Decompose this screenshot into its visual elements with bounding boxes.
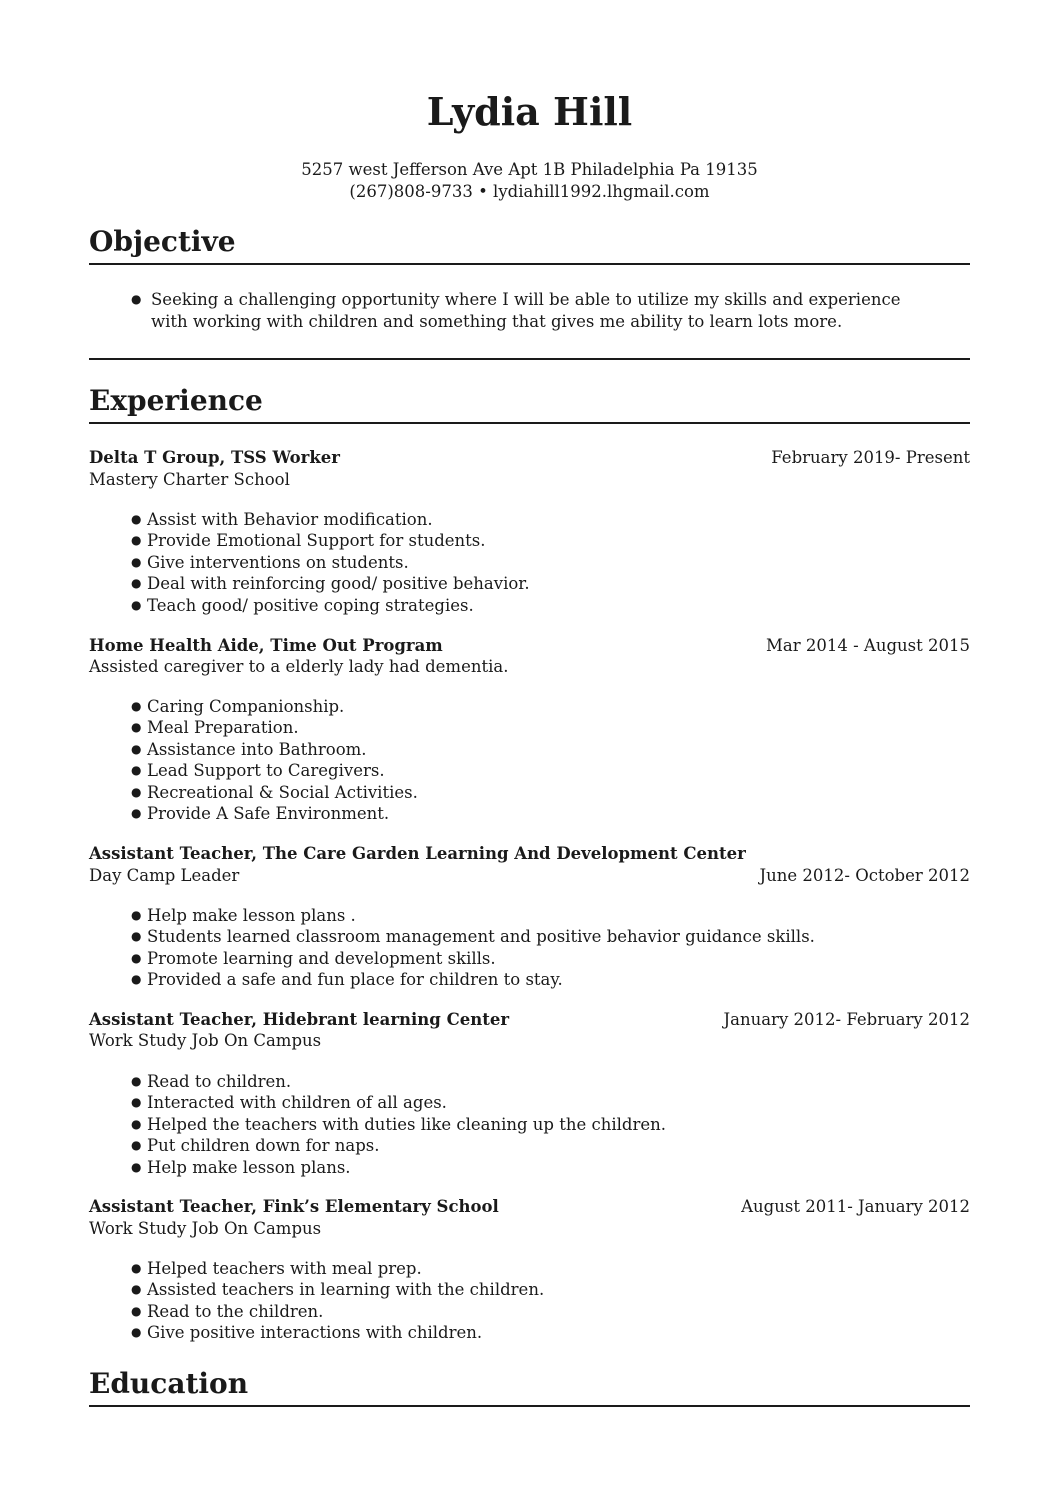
job-title: Assistant Teacher, The Care Garden Learning And Development Center: [89, 844, 746, 863]
job-title: Assistant Teacher, Hidebrant learning Center: [89, 1010, 510, 1029]
list-item: ● Interacted with children of all ages.: [131, 1092, 666, 1113]
job-date: February 2019- Present: [771, 448, 970, 467]
address-line: 5257 west Jefferson Ave Apt 1B Philadelphia Pa 19135: [301, 160, 758, 179]
list-item: ● Recreational & Social Activities.: [131, 782, 418, 803]
job-duties-list: [131, 1258, 544, 1344]
job-date: August 2011- January 2012: [741, 1197, 970, 1216]
job-title: Assistant Teacher, Fink’s Elementary School: [89, 1197, 499, 1216]
list-item: ● Help make lesson plans.: [131, 1157, 666, 1178]
list-item: ● Helped the teachers with duties like cleaning up the children.: [131, 1114, 666, 1135]
contact-block: [89, 159, 970, 203]
job-duties-list: [131, 905, 815, 991]
job-date: Mar 2014 - August 2015: [766, 636, 970, 655]
job-duties-list: [131, 696, 418, 824]
experience-divider: [89, 422, 970, 424]
list-item: ● Caring Companionship.: [131, 696, 418, 717]
list-item: ● Provide A Safe Environment.: [131, 803, 418, 824]
list-item: ● Deal with reinforcing good/ positive behavior.: [131, 573, 530, 594]
list-item: ● Help make lesson plans .: [131, 905, 815, 926]
phone-email-line: (267)808-9733 • lydiahill1992.lhgmail.com: [349, 182, 710, 201]
list-item: ● Read to children.: [131, 1071, 666, 1092]
objective-end-divider: [89, 358, 970, 360]
list-item: ● Read to the children.: [131, 1301, 544, 1322]
job-title: Home Health Aide, Time Out Program: [89, 636, 443, 655]
job-date: June 2012- October 2012: [759, 866, 970, 885]
job-subtitle: Day Camp Leader: [89, 866, 240, 885]
list-item: ● Give interventions on students.: [131, 552, 530, 573]
job-subtitle: Assisted caregiver to a elderly lady had dementia.: [89, 657, 509, 676]
experience-heading: Experience: [89, 384, 263, 417]
job-subtitle: Work Study Job On Campus: [89, 1219, 322, 1238]
list-item: ● Provide Emotional Support for students.: [131, 530, 530, 551]
list-item: ● Students learned classroom management and positive behavior guidance skills.: [131, 926, 815, 947]
education-heading: Education: [89, 1367, 249, 1400]
list-item: ● Meal Preparation.: [131, 717, 418, 738]
job-duties-list: [131, 1071, 666, 1178]
objective-list: [131, 289, 921, 333]
job-date: January 2012- February 2012: [723, 1010, 970, 1029]
list-item: ● Lead Support to Caregivers.: [131, 760, 418, 781]
education-divider: [89, 1405, 970, 1407]
list-item: ● Put children down for naps.: [131, 1135, 666, 1156]
objective-item: ● Seeking a challenging opportunity where I will be able to utilize my skills and experience with working with children and something that gives me ability to learn lots more.: [131, 289, 921, 333]
objective-divider: [89, 263, 970, 265]
candidate-name: Lydia Hill: [426, 89, 633, 134]
list-item: ● Assist with Behavior modification.: [131, 509, 530, 530]
job-duties-list: [131, 509, 530, 616]
job-title: Delta T Group, TSS Worker: [89, 448, 340, 467]
list-item: ● Give positive interactions with children.: [131, 1322, 544, 1343]
list-item: ● Provided a safe and fun place for children to stay.: [131, 969, 815, 990]
list-item: ● Teach good/ positive coping strategies.: [131, 595, 530, 616]
list-item: ● Assistance into Bathroom.: [131, 739, 418, 760]
list-item: ● Promote learning and development skills.: [131, 948, 815, 969]
job-subtitle: Work Study Job On Campus: [89, 1031, 322, 1050]
job-subtitle: Mastery Charter School: [89, 470, 290, 489]
objective-heading: Objective: [89, 225, 236, 258]
list-item: ● Assisted teachers in learning with the children.: [131, 1279, 544, 1300]
list-item: ● Helped teachers with meal prep.: [131, 1258, 544, 1279]
